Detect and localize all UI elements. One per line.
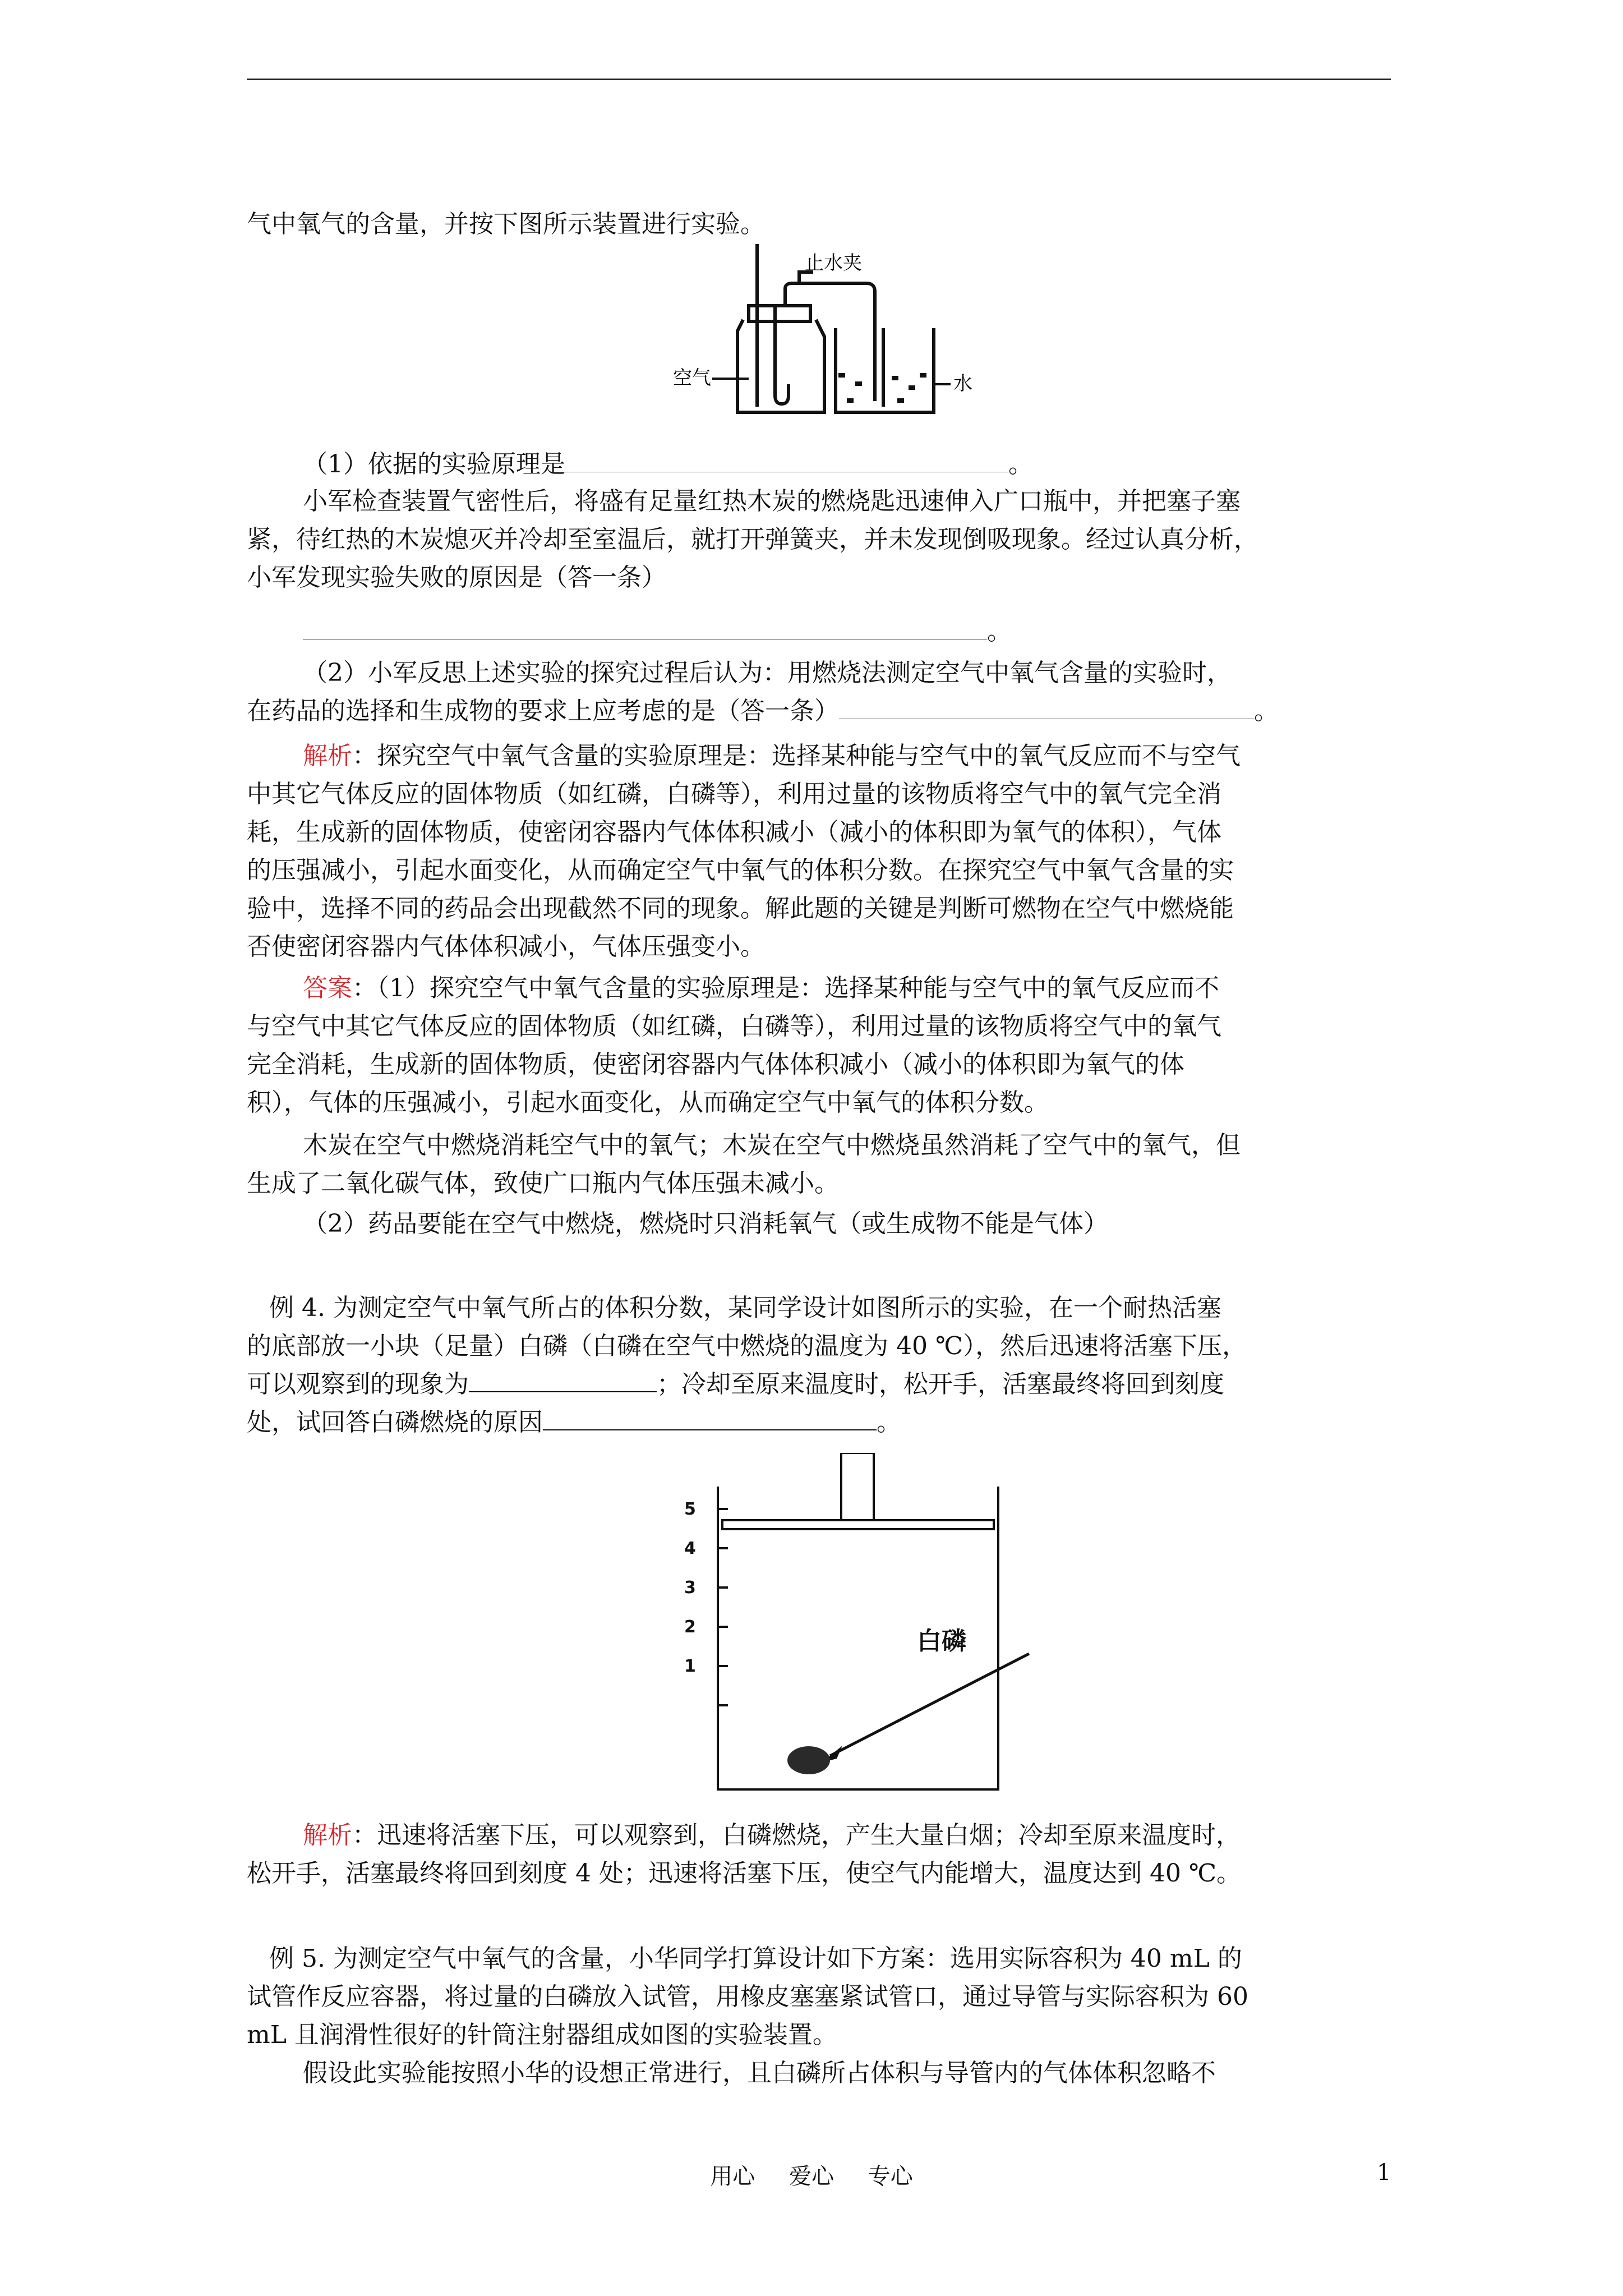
answer-1-line: 生成了二氧化碳气体，致使广口瓶内气体压强未减小。 — [247, 1169, 839, 1198]
scale-label: 5 — [684, 1499, 696, 1519]
label-water: 水 — [953, 372, 972, 395]
question-2-line1: （2）小军反思上述实验的探究过程后认为：用燃烧法测定空气中氧气含量的实验时， — [303, 659, 1232, 687]
answer-blank-2[interactable] — [303, 614, 987, 639]
analysis-label: 解析 — [303, 1821, 352, 1849]
answer-label: 答案 — [303, 974, 352, 1002]
label-air: 空气 — [673, 367, 711, 389]
example-5-line: 例 5. 为测定空气中氧气的含量，小华同学打算设计如下方案：选用实际容积为 40 mL 的 — [269, 1944, 1242, 1973]
page-number: 1 — [1377, 2160, 1391, 2185]
example-4-line4: 处，试回答白磷燃烧的原因 。 — [247, 1405, 1402, 1441]
scale-label: 2 — [684, 1617, 696, 1637]
analysis-2-line: 松开手，活塞最终将回到刻度 4 处；迅速将活塞下压，使空气内能增大，温度达到 40 ℃。 — [247, 1859, 1242, 1888]
answer-blank-3[interactable] — [839, 694, 1254, 719]
example-5-line: 试管作反应容器，将过量的白磷放入试管，用橡皮塞塞紧试管口，通过导管与实际容积为 60 — [247, 1982, 1248, 2011]
analysis-1-line: 解析：探究空气中氧气含量的实验原理是：选择某种能与空气中的氧气反应而不与空气 — [303, 742, 1241, 770]
answer-1-line: 答案：（1）探究空气中氧气含量的实验原理是：选择某种能与空气中的氧气反应而不 — [303, 974, 1219, 1002]
intro-line: 气中氧气的含量，并按下图所示装置进行实验。 — [247, 210, 765, 238]
figure-piston-cylinder — [662, 1453, 1077, 1801]
scale-label: 4 — [684, 1539, 696, 1558]
answer-blank-4[interactable] — [469, 1366, 657, 1392]
answer-1-line: 木炭在空气中燃烧消耗空气中的氧气；木炭在空气中燃烧虽然消耗了空气中的氧气，但 — [303, 1131, 1241, 1159]
question-2-line2: 在药品的选择和生成物的要求上应考虑的是（答一条） 。 — [247, 693, 1402, 729]
example-4-line2: 的底部放一小块（足量）白磷（白磷在空气中燃烧的温度为 40 ℃），然后迅速将活塞下压， — [247, 1332, 1247, 1360]
analysis-1-line: 耗，生成新的固体物质，使密闭容器内气体体积减小（减小的体积即为氧气的体积），气体 — [247, 818, 1221, 846]
header-rule — [247, 79, 1391, 80]
analysis-1-line: 的压强减小，引起水面变化，从而确定空气中氧气的体积分数。在探究空气中氧气含量的实 — [247, 856, 1234, 885]
analysis-2-line: 解析：迅速将活塞下压，可以观察到，白磷燃烧，产生大量白烟；冷却至原来温度时， — [303, 1821, 1241, 1849]
blank-line: 。 — [303, 614, 1458, 650]
example-4-line1: 例 4. 为测定空气中氧气所占的体积分数，某同学设计如图所示的实验，在一个耐热活塞 — [269, 1294, 1221, 1322]
footer-item: 专心 — [868, 2164, 913, 2189]
analysis-1-line: 验中，选择不同的药品会出现截然不同的现象。解此题的关键是判断可燃物在空气中燃烧能 — [247, 894, 1234, 923]
white-phosphorus-lump — [787, 1746, 830, 1774]
example-5-line: 假设此实验能按照小华的设想正常进行，且白磷所占体积与导管内的气体体积忽略不 — [303, 2059, 1216, 2087]
figure-apparatus-air-water — [645, 238, 993, 424]
analysis-1-line: 中其它气体反应的固体物质（如红磷，白磷等），利用过量的该物质将空气中的氧气完全消 — [247, 780, 1221, 808]
paragraph-line: 紧，待红热的木炭熄灭并冷却至室温后，就打开弹簧夹，并未发现倒吸现象。经过认真分析， — [247, 525, 1258, 554]
answer-blank-1[interactable] — [565, 447, 1008, 472]
paragraph-line: 小军发现实验失败的原因是（答一条） — [247, 563, 666, 592]
answer-1-line: 完全消耗，生成新的固体物质，使密闭容器内气体体积减小（减小的体积即为氧气的体 — [247, 1050, 1184, 1079]
example-5-line: mL 且润滑性很好的针筒注射器组成如图的实验装置。 — [247, 2021, 837, 2049]
analysis-label: 解析 — [303, 742, 352, 770]
scale-label: 3 — [684, 1578, 696, 1598]
answer-blank-5[interactable] — [543, 1405, 877, 1430]
answer-1-line: （2）药品要能在空气中燃烧，燃烧时只消耗氧气（或生成物不能是气体） — [303, 1209, 1108, 1238]
label-clamp: 止水夹 — [805, 252, 862, 274]
footer-item: 爱心 — [789, 2164, 834, 2189]
example-4-line3: 可以观察到的现象为 ；冷却至原来温度时，松开手，活塞最终将回到刻度 — [247, 1366, 1402, 1402]
answer-1-line: 积），气体的压强减小，引起水面变化，从而确定空气中氧气的体积分数。 — [247, 1088, 1049, 1117]
analysis-1-line: 否使密闭容器内气体体积减小，气体压强变小。 — [247, 932, 765, 961]
question-1: （1）依据的实验原理是 。 — [303, 447, 1458, 482]
label-white-phosphorus: 白磷 — [917, 1627, 966, 1655]
footer-item: 用心 — [710, 2164, 755, 2189]
scale-label: 1 — [684, 1657, 696, 1676]
paragraph-line: 小军检查装置气密性后，将盛有足量红热木炭的燃烧匙迅速伸入广口瓶中，并把塞子塞 — [303, 487, 1241, 516]
answer-1-line: 与空气中其它气体反应的固体物质（如红磷，白磷等），利用过量的该物质将空气中的氧气 — [247, 1012, 1221, 1041]
